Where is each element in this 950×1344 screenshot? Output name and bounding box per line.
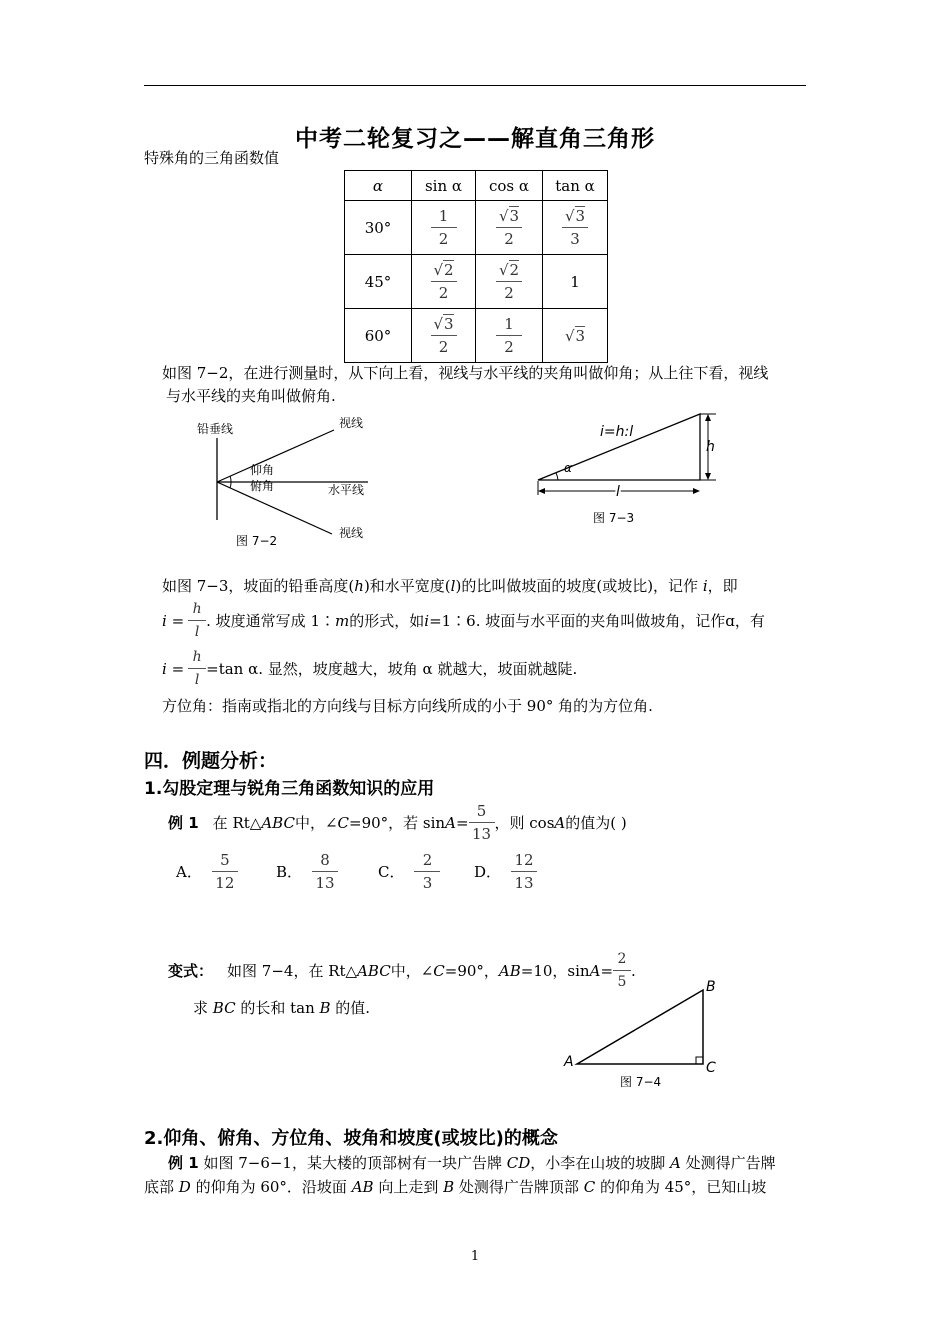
table-header-row xyxy=(345,171,608,201)
value-cell: $\frac{1}{2}$ xyxy=(476,309,543,363)
elevation-label: 仰角 xyxy=(250,463,275,477)
value-cell: $\frac{√2}{2}$ xyxy=(412,255,476,309)
table-header: cos α xyxy=(476,171,543,201)
sight-line-up xyxy=(217,430,334,482)
example-2-line: 底部 D 的仰角为 60°．沿坡面 AB 向上走到 B 处测得广告牌顶部 C 的仰角为 45°，已知山坡 xyxy=(144,1178,767,1196)
angle-cell: 45° xyxy=(345,255,412,309)
value-cell: $\frac{√3}{2}$ xyxy=(476,201,543,255)
paragraph-line: 与水平线的夹角叫做俯角. xyxy=(166,387,336,405)
angle-cell: 60° xyxy=(345,309,412,363)
vertex-a-label: A xyxy=(564,1054,574,1070)
paragraph-line: i = $\frac{h}{l}$ =tan α. 显然，坡度越大，坡角 α 就越大，坡面就越陡. xyxy=(162,649,578,688)
section-heading: 四．例题分析： xyxy=(144,750,278,772)
value-cell: $\frac{√3}{3}$ xyxy=(543,201,608,255)
figure-7-4 xyxy=(560,975,725,1095)
value-cell: $\frac{√3}{2}$ xyxy=(412,309,476,363)
paragraph-line: 如图 7−3，坡面的铅垂高度(h)和水平宽度(l)的比叫做坡面的坡度(或坡比)，记作 i，即 xyxy=(162,577,738,595)
l-label: l xyxy=(616,484,620,500)
table-header: sin α xyxy=(412,171,476,201)
triangle-abc xyxy=(577,990,703,1064)
value-cell: $\frac{√2}{2}$ xyxy=(476,255,543,309)
value-cell: $\frac{1}{2}$ xyxy=(412,201,476,255)
figure-7-3 xyxy=(530,405,730,530)
sight-line-down xyxy=(217,482,332,534)
example-1: 例 1 在 Rt△ ABC 中，∠ C =90°，若 sin A = $\frac{5}{13}$ ，则 cos A 的值为( ) xyxy=(168,802,627,843)
page-number: 1 xyxy=(470,1249,480,1264)
sight-label-top: 视线 xyxy=(339,416,364,430)
choice-c[interactable]: C． $\frac{2}{3}$ xyxy=(378,851,440,892)
subsection-heading: 2.仰角、俯角、方位角、坡角和坡度(或坡比)的概念 xyxy=(144,1128,558,1149)
right-angle-mark xyxy=(696,1057,703,1064)
table-header: α xyxy=(345,171,412,201)
vertex-c-label: C xyxy=(706,1060,716,1076)
vertex-b-label: B xyxy=(706,979,716,995)
choice-a[interactable]: A． $\frac{5}{12}$ xyxy=(176,851,238,892)
variant-question: 求 BC 的长和 tan B 的值. xyxy=(193,999,371,1017)
depression-label: 俯角 xyxy=(250,479,275,493)
variant-problem: 变式： 如图 7−4，在 Rt△ ABC 中，∠ C =90°， AB =10，sin A = $\frac{2}{5}$ . xyxy=(168,951,636,990)
table-row xyxy=(345,309,608,363)
alpha-label: α xyxy=(564,461,572,475)
figure-caption: 图 7−2 xyxy=(236,534,278,548)
paragraph-line: i = $\frac{h}{l}$ . 坡度通常写成 1∶ m 的形式，如 i =1∶6. 坡面与水平面的夹角叫做坡角，记作 ɑ ，有 xyxy=(162,601,765,640)
example-2-line: 例 1 如图 7−6−1，某大楼的顶部树有一块广告牌 CD，小李在山坡的坡脚 A 处测得广告牌 xyxy=(168,1154,776,1172)
angle-cell: 30° xyxy=(345,201,412,255)
value-cell: √3 xyxy=(543,309,608,363)
depression-arc xyxy=(230,482,231,488)
table-row xyxy=(345,255,608,309)
table-row xyxy=(345,201,608,255)
figure-caption: 图 7−4 xyxy=(620,1075,662,1089)
page-title: 中考二轮复习之——解直角三角形 xyxy=(295,126,655,152)
h-label: h xyxy=(706,439,715,455)
trig-table xyxy=(344,170,608,363)
choice-d[interactable]: D． $\frac{12}{13}$ xyxy=(474,851,537,892)
value-cell: 1 xyxy=(543,255,608,309)
plumb-label: 铅垂线 xyxy=(197,422,234,436)
figure-caption: 图 7−3 xyxy=(593,511,635,525)
elevation-arc xyxy=(230,476,231,482)
table-caption: 特殊角的三角函数值 xyxy=(144,149,280,167)
horizontal-label: 水平线 xyxy=(328,483,365,497)
ratio-label: i=h:l xyxy=(600,424,634,440)
sight-label-bottom: 视线 xyxy=(339,526,364,540)
choice-b[interactable]: B． $\frac{8}{13}$ xyxy=(276,851,338,892)
header-rule xyxy=(144,85,806,86)
figure-7-2 xyxy=(180,408,400,558)
angle-arc xyxy=(556,473,558,480)
paragraph-line: 如图 7−2，在进行测量时，从下向上看，视线与水平线的夹角叫做仰角；从上往下看，视线 xyxy=(162,364,769,382)
azimuth-definition: 方位角：指南或指北的方向线与目标方向线所成的小于 90° 角的为方位角. xyxy=(162,697,653,715)
table-header: tan α xyxy=(543,171,608,201)
subsection-heading: 1.勾股定理与锐角三角函数知识的应用 xyxy=(144,779,435,799)
